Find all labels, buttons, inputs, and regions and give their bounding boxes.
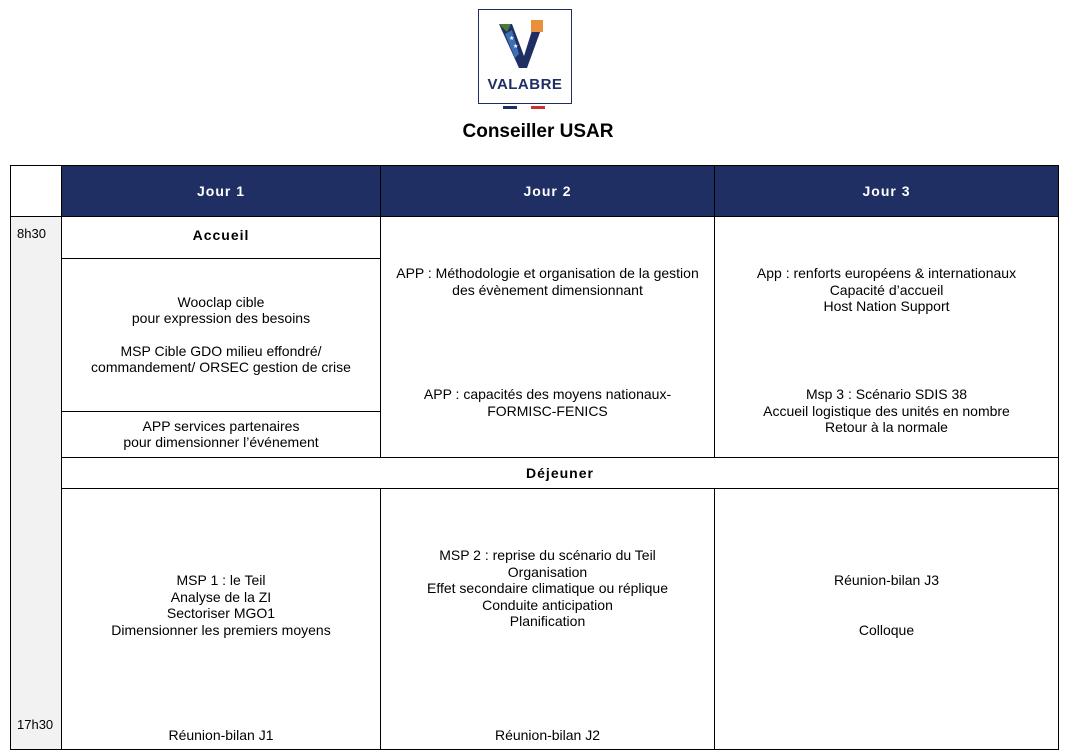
day2-block2-line1: APP : capacités des moyens nationaux- [423, 386, 672, 402]
day2-afternoon-line1: MSP 2 : reprise du scénario du Teil [439, 547, 656, 563]
day2-afternoon-line4: Conduite anticipation [482, 596, 613, 613]
day1-block1-line2: pour expression des besoins [131, 310, 311, 327]
lunch-row: Déjeuner [62, 458, 1059, 489]
day2-afternoon-line3: Effet secondaire climatique ou réplique [426, 580, 668, 596]
day3-block1-line1: App : renforts européens & internationaux [756, 265, 1017, 281]
day3-afternoon-cell [715, 489, 1059, 750]
day3-block2-line2: Accueil logistique des unités en nombre [763, 402, 1010, 419]
day1-app-cell [62, 411, 381, 457]
header-day-2: Jour 2 [381, 166, 715, 217]
time-column [11, 217, 62, 750]
header-day-3: Jour 3 [715, 166, 1059, 217]
day2-afternoon-line2: Organisation [507, 563, 588, 580]
logo-wordmark: VALABRE [487, 76, 563, 93]
day1-block2-line2: commandement/ ORSEC gestion de crise [91, 359, 351, 376]
day3-colloque: Colloque [858, 622, 915, 638]
logo-tricolor-stripe [503, 96, 547, 99]
svg-text:★: ★ [513, 43, 519, 50]
day1-afternoon-cell [62, 489, 381, 750]
day3-block2-line3: Retour à la normale [825, 419, 948, 435]
day3-block1-line3: Host Nation Support [823, 298, 950, 314]
day1-block3-line1: APP services partenaires [142, 417, 300, 434]
svg-text:★: ★ [509, 35, 515, 42]
day1-afternoon-line3: Sectoriser MGO1 [166, 605, 276, 621]
day2-block1-line2: des évènement dimensionnant [452, 281, 643, 298]
valabre-logo [478, 9, 572, 104]
day1-block3-line2: pour dimensionner l’événement [123, 434, 319, 451]
day3-morning-cell [715, 217, 1059, 458]
day1-afternoon-line2: Analyse de la ZI [170, 588, 272, 605]
schedule-table [10, 165, 1059, 750]
day1-block1-line1: Wooclap cible [177, 293, 265, 310]
day3-block2-line1: Msp 3 : Scénario SDIS 38 [805, 386, 968, 402]
day1-accueil: Accueil [62, 217, 381, 259]
header-day-1: Jour 1 [62, 166, 381, 217]
day1-wooclap-msp-cell [62, 259, 381, 412]
day2-block2-line2: FORMISC-FENICS [487, 402, 608, 419]
time-start: 8h30 [17, 226, 46, 241]
day2-morning-cell [381, 217, 715, 458]
day3-block1-line2: Capacité d’accueil [829, 281, 944, 298]
day1-afternoon-line4: Dimensionner les premiers moyens [111, 621, 331, 638]
page-title: Conseiller USAR [462, 121, 614, 142]
day3-debrief: Réunion-bilan J3 [833, 572, 940, 588]
day2-afternoon-line5: Planification [509, 613, 586, 629]
day2-afternoon-cell [381, 489, 715, 750]
time-end: 17h30 [17, 717, 54, 732]
corner-cell [11, 166, 62, 217]
day1-debrief: Réunion-bilan J1 [168, 727, 274, 743]
day2-debrief: Réunion-bilan J2 [494, 727, 601, 743]
day1-block2-line1: MSP Cible GDO milieu effondré/ [120, 342, 322, 359]
day2-block1-line1: APP : Méthodologie et organisation de la gestion [396, 265, 699, 281]
day1-afternoon-line1: MSP 1 : le Teil [176, 572, 266, 588]
